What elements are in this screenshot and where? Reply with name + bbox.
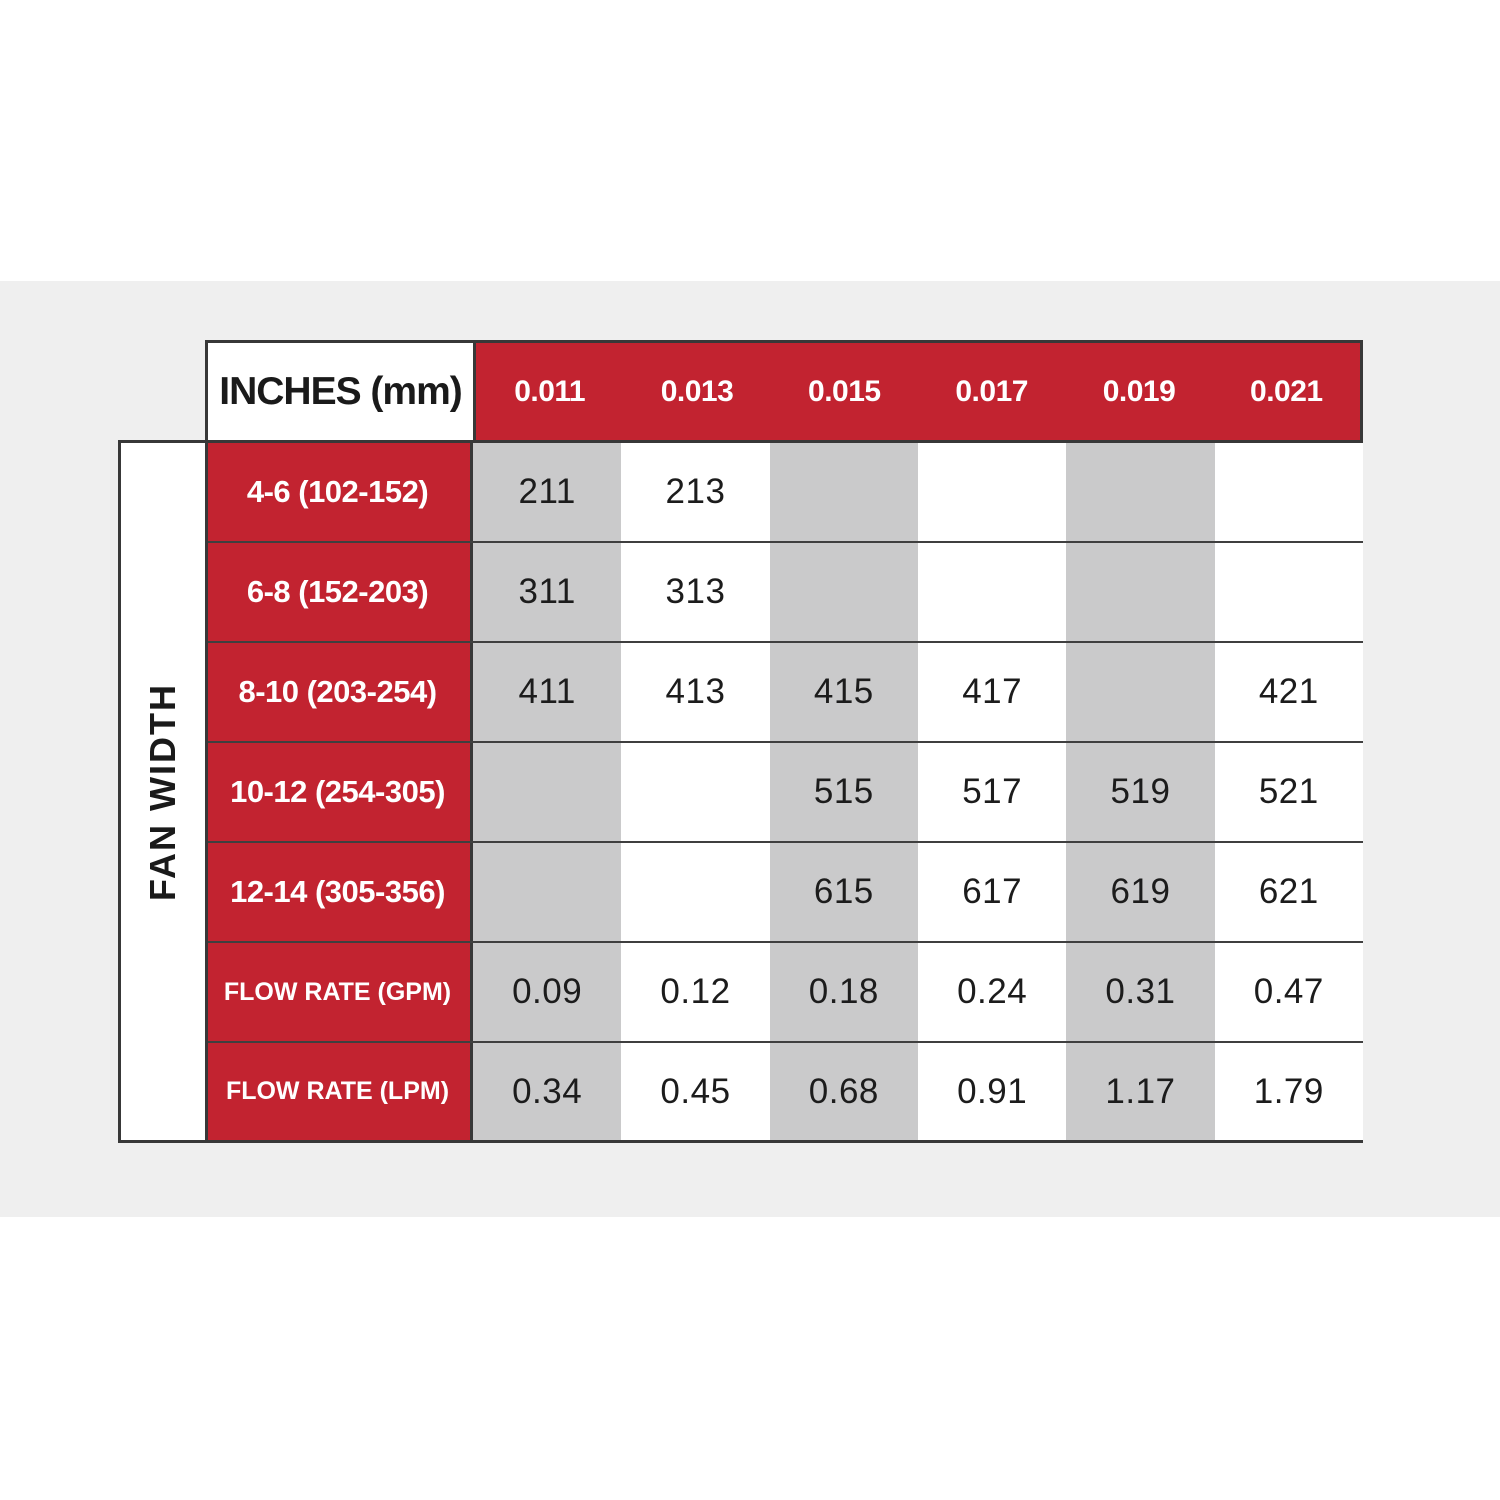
- data-cell: [918, 443, 1066, 541]
- data-cell: 0.91: [918, 1043, 1066, 1140]
- data-cell: [918, 543, 1066, 641]
- data-cell: 413: [621, 643, 769, 741]
- tip-size-column-header: 0.011: [514, 374, 586, 408]
- table-row: [205, 1043, 1363, 1143]
- data-cell: 0.47: [1215, 943, 1363, 1041]
- data-cell: 421: [1215, 643, 1363, 741]
- data-cell: [621, 743, 769, 841]
- data-cell: 617: [918, 843, 1066, 941]
- data-cell: 0.09: [473, 943, 621, 1041]
- data-cell: 515: [770, 743, 918, 841]
- data-cell: 519: [1066, 743, 1214, 841]
- data-cell: 0.24: [918, 943, 1066, 1041]
- data-cell: 615: [770, 843, 918, 941]
- data-cell: [473, 743, 621, 841]
- table-row: [205, 743, 1363, 843]
- table-row: [205, 443, 1363, 543]
- data-cell: [770, 443, 918, 541]
- data-cell: 213: [621, 443, 769, 541]
- data-cell: [1066, 643, 1214, 741]
- data-cell: 0.68: [770, 1043, 918, 1140]
- data-cell: 521: [1215, 743, 1363, 841]
- data-cell: [1215, 543, 1363, 641]
- data-cell: 313: [621, 543, 769, 641]
- tip-size-column-header: 0.013: [660, 374, 734, 408]
- tip-size-header: [476, 343, 1360, 440]
- tip-size-column-header: 0.019: [1102, 374, 1176, 408]
- data-cell: 0.45: [621, 1043, 769, 1140]
- data-cell: 415: [770, 643, 918, 741]
- data-cell: 1.17: [1066, 1043, 1214, 1140]
- data-cell: 1.79: [1215, 1043, 1363, 1140]
- fan-width-sidebar: [118, 440, 208, 1143]
- data-cell: 211: [473, 443, 621, 541]
- data-cell: 517: [918, 743, 1066, 841]
- row-label: 8-10 (203-254): [205, 643, 473, 741]
- data-cell: [1066, 543, 1214, 641]
- data-cell: [473, 843, 621, 941]
- row-label: 10-12 (254-305): [205, 743, 473, 841]
- data-cell: [1215, 443, 1363, 541]
- data-cell: [621, 843, 769, 941]
- tip-size-column-header: 0.017: [955, 374, 1028, 408]
- row-label: FLOW RATE (LPM): [205, 1043, 473, 1140]
- row-label: 6-8 (152-203): [205, 543, 473, 641]
- data-cell: [1066, 443, 1214, 541]
- data-cell: 311: [473, 543, 621, 641]
- table-row: [205, 543, 1363, 643]
- table-rows: [205, 443, 1363, 1143]
- fan-width-label: FAN WIDTH: [142, 682, 183, 901]
- data-cell: 0.31: [1066, 943, 1214, 1041]
- tip-size-column-header: 0.015: [808, 374, 881, 408]
- row-label: FLOW RATE (GPM): [205, 943, 473, 1041]
- table-row: [205, 843, 1363, 943]
- data-cell: [770, 543, 918, 641]
- row-label: 12-14 (305-356): [205, 843, 473, 941]
- data-cell: 619: [1066, 843, 1214, 941]
- tip-size-column-header: 0.021: [1250, 374, 1323, 408]
- data-cell: 621: [1215, 843, 1363, 941]
- row-label: 4-6 (102-152): [205, 443, 473, 541]
- data-cell: 0.18: [770, 943, 918, 1041]
- data-cell: 411: [473, 643, 621, 741]
- table-row: [205, 943, 1363, 1043]
- corner-header-cell: INCHES (mm): [208, 343, 476, 440]
- data-cell: 0.12: [621, 943, 769, 1041]
- table-row: [205, 643, 1363, 743]
- data-cell: 0.34: [473, 1043, 621, 1140]
- data-cell: 417: [918, 643, 1066, 741]
- table-header-row: [205, 340, 1363, 443]
